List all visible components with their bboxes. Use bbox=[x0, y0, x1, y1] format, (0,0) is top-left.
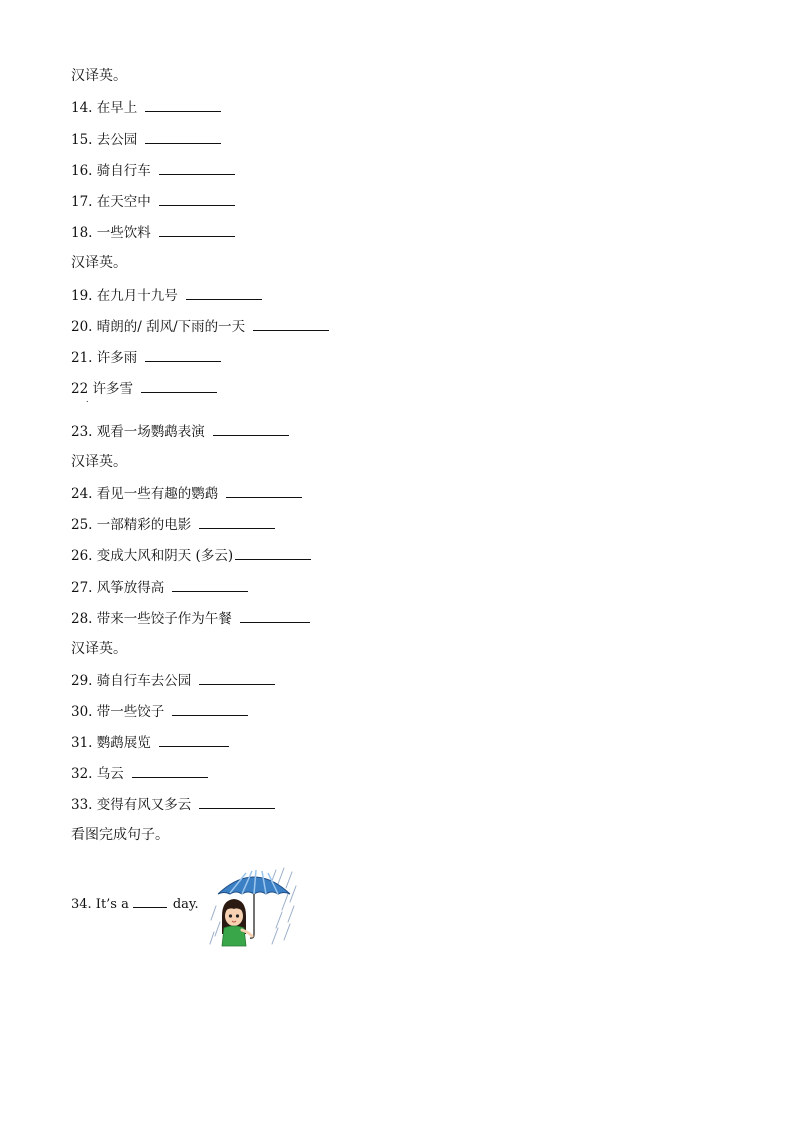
question-19 bbox=[71, 286, 262, 305]
question-33 bbox=[71, 795, 275, 814]
question-text: 15. 去公园 bbox=[71, 132, 138, 148]
answer-blank[interactable] bbox=[213, 422, 289, 436]
answer-blank[interactable] bbox=[159, 192, 235, 206]
question-text: 31. 鹦鹉展览 bbox=[71, 735, 151, 751]
answer-blank[interactable] bbox=[145, 130, 221, 144]
answer-blank[interactable] bbox=[172, 578, 248, 592]
question-21 bbox=[71, 348, 221, 367]
answer-blank[interactable] bbox=[172, 702, 248, 716]
question-25 bbox=[71, 515, 275, 534]
question-text: 25. 一部精彩的电影 bbox=[71, 517, 192, 533]
question-text-before: 34. It’s a bbox=[71, 897, 129, 912]
question-text: 19. 在九月十九号 bbox=[71, 288, 178, 304]
girl-with-umbrella-in-rain-icon bbox=[208, 864, 300, 948]
answer-blank[interactable] bbox=[145, 98, 221, 112]
answer-blank[interactable] bbox=[240, 609, 310, 623]
section-heading: 看图完成句子。 bbox=[71, 827, 169, 843]
question-27 bbox=[71, 578, 248, 597]
answer-blank[interactable] bbox=[199, 671, 275, 685]
question-34 bbox=[71, 894, 199, 914]
answer-blank[interactable] bbox=[235, 546, 311, 560]
answer-blank[interactable] bbox=[199, 515, 275, 529]
question-text: 24. 看见一些有趣的鹦鹉 bbox=[71, 486, 219, 502]
question-32 bbox=[71, 764, 208, 783]
question-24 bbox=[71, 484, 302, 503]
question-18 bbox=[71, 223, 235, 242]
question-17 bbox=[71, 192, 235, 211]
answer-blank[interactable] bbox=[186, 286, 262, 300]
question-text: 18. 一些饮料 bbox=[71, 225, 151, 241]
question-31 bbox=[71, 733, 229, 752]
question-16 bbox=[71, 161, 235, 180]
question-text: 17. 在天空中 bbox=[71, 194, 151, 210]
question-text: 20. 晴朗的/ 刮风/下雨的一天 bbox=[71, 319, 246, 335]
question-text: 30. 带一些饺子 bbox=[71, 704, 165, 720]
question-text: 28. 带来一些饺子作为午餐 bbox=[71, 611, 232, 627]
question-14 bbox=[71, 98, 221, 117]
question-15 bbox=[71, 130, 221, 149]
answer-blank[interactable] bbox=[132, 764, 208, 778]
answer-blank[interactable] bbox=[253, 317, 329, 331]
question-text: 14. 在早上 bbox=[71, 100, 138, 116]
question-text: 16. 骑自行车 bbox=[71, 163, 151, 179]
question-23 bbox=[71, 422, 289, 441]
question-text: 21. 许多雨 bbox=[71, 350, 138, 366]
answer-blank[interactable] bbox=[199, 795, 275, 809]
question-text: 26. 变成大风和阴天 (多云) bbox=[71, 548, 234, 564]
answer-blank[interactable] bbox=[145, 348, 221, 362]
question-30 bbox=[71, 702, 248, 721]
question-29 bbox=[71, 671, 275, 690]
answer-blank[interactable] bbox=[133, 894, 167, 908]
question-text: 32. 乌云 bbox=[71, 766, 124, 782]
stray-dot: . bbox=[86, 395, 89, 404]
question-28 bbox=[71, 609, 310, 628]
question-text: 27. 风筝放得高 bbox=[71, 580, 165, 596]
section-heading: 汉译英。 bbox=[71, 641, 127, 657]
answer-blank[interactable] bbox=[141, 379, 217, 393]
question-20 bbox=[71, 317, 329, 336]
question-text: 22 许多雪 bbox=[71, 381, 133, 397]
question-26 bbox=[71, 546, 311, 565]
answer-blank[interactable] bbox=[159, 733, 229, 747]
section-heading: 汉译英。 bbox=[71, 68, 127, 84]
section-heading: 汉译英。 bbox=[71, 255, 127, 271]
question-text-after: day. bbox=[172, 897, 199, 912]
question-text: 23. 观看一场鹦鹉表演 bbox=[71, 424, 205, 440]
answer-blank[interactable] bbox=[159, 223, 235, 237]
answer-blank[interactable] bbox=[159, 161, 235, 175]
question-text: 29. 骑自行车去公园 bbox=[71, 673, 192, 689]
section-heading: 汉译英。 bbox=[71, 454, 127, 470]
answer-blank[interactable] bbox=[226, 484, 302, 498]
question-text: 33. 变得有风又多云 bbox=[71, 797, 192, 813]
question-22 bbox=[71, 379, 217, 398]
